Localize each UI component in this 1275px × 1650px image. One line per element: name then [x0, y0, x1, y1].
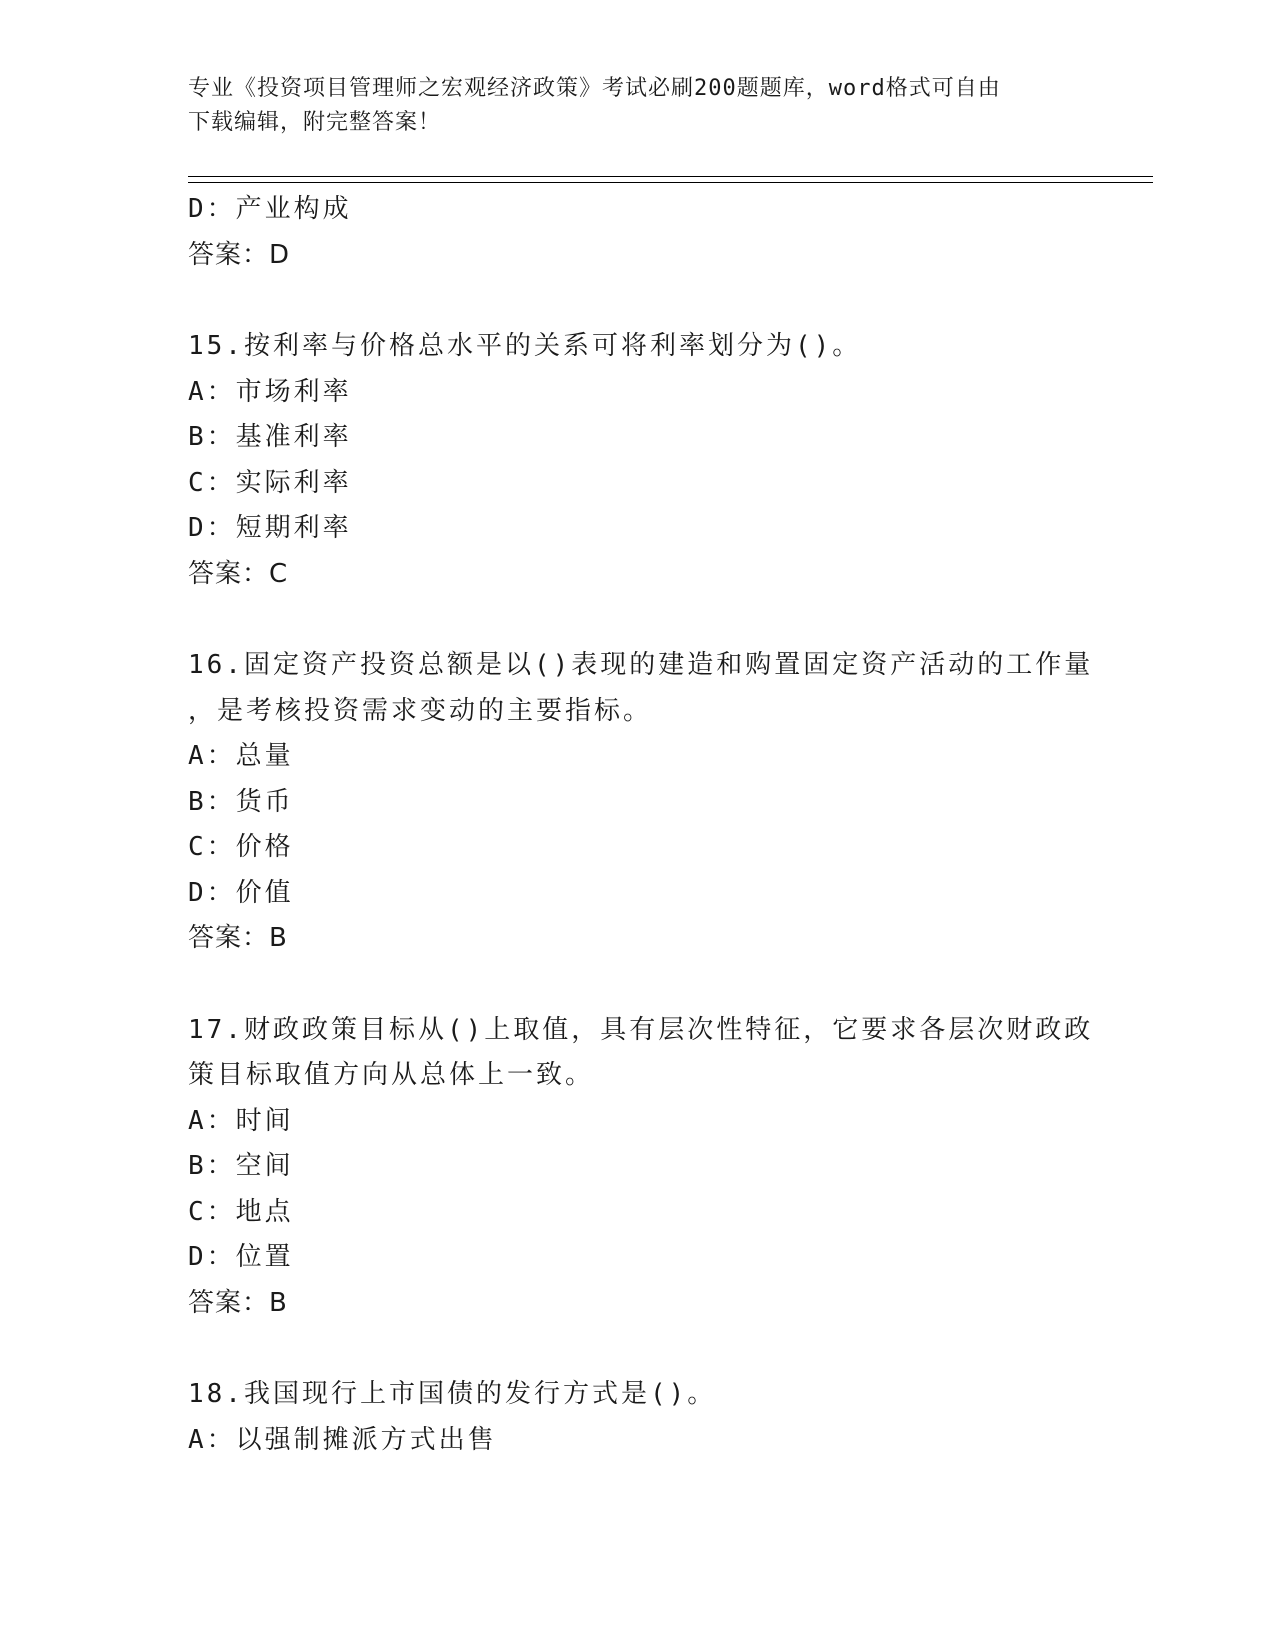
question-stem-line-1: 16.固定资产投资总额是以()表现的建造和购置固定资产活动的工作量	[188, 650, 1094, 680]
question-stem-line-2: ，是考核投资需求变动的主要指标。	[188, 695, 653, 726]
spacer	[188, 597, 1088, 643]
option-a: A：市场利率	[188, 376, 352, 407]
option-d: D：产业构成	[188, 194, 352, 224]
spacer	[188, 278, 1088, 324]
answer: 答案：D	[188, 239, 291, 270]
spacer	[188, 1326, 1088, 1372]
answer: 答案：C	[188, 558, 289, 589]
option-a: A：以强制摊派方式出售	[188, 1424, 497, 1455]
header-divider-top	[188, 176, 1153, 177]
header-divider-bottom	[188, 182, 1153, 183]
option-a: A：时间	[188, 1105, 294, 1136]
option-b: B：基准利率	[188, 422, 352, 452]
option-d: D：位置	[188, 1242, 294, 1272]
question-17	[188, 1008, 1094, 1327]
answer: 答案：B	[188, 923, 288, 953]
question-18	[188, 1372, 1088, 1463]
option-c: C：价格	[188, 832, 294, 862]
document-header	[188, 72, 1068, 140]
question-stem: 18.我国现行上市国债的发行方式是()。	[188, 1379, 717, 1409]
option-b: B：货币	[188, 786, 294, 817]
option-d: D：短期利率	[188, 513, 352, 543]
option-c: C：地点	[188, 1196, 294, 1227]
question-list	[188, 187, 1094, 1463]
option-d: D：价值	[188, 877, 294, 908]
option-b: B：空间	[188, 1151, 294, 1181]
question-stem: 15.按利率与价格总水平的关系可将利率划分为()。	[188, 331, 862, 361]
header-line-1: 专业《投资项目管理师之宏观经济政策》考试必刷200题题库，word格式可自由	[188, 76, 1001, 101]
question-stem-line-1: 17.财政政策目标从()上取值，具有层次性特征，它要求各层次财政政	[188, 1014, 1094, 1045]
question-stem-line-2: 策目标取值方向从总体上一致。	[188, 1060, 595, 1090]
answer: 答案：B	[188, 1287, 288, 1318]
spacer	[188, 962, 1088, 1008]
option-a: A：总量	[188, 741, 294, 771]
question-previous	[188, 187, 1088, 278]
question-15	[188, 324, 1088, 597]
question-16	[188, 643, 1094, 962]
option-c: C：实际利率	[188, 467, 352, 498]
header-line-2: 下载编辑，附完整答案！	[188, 110, 442, 135]
